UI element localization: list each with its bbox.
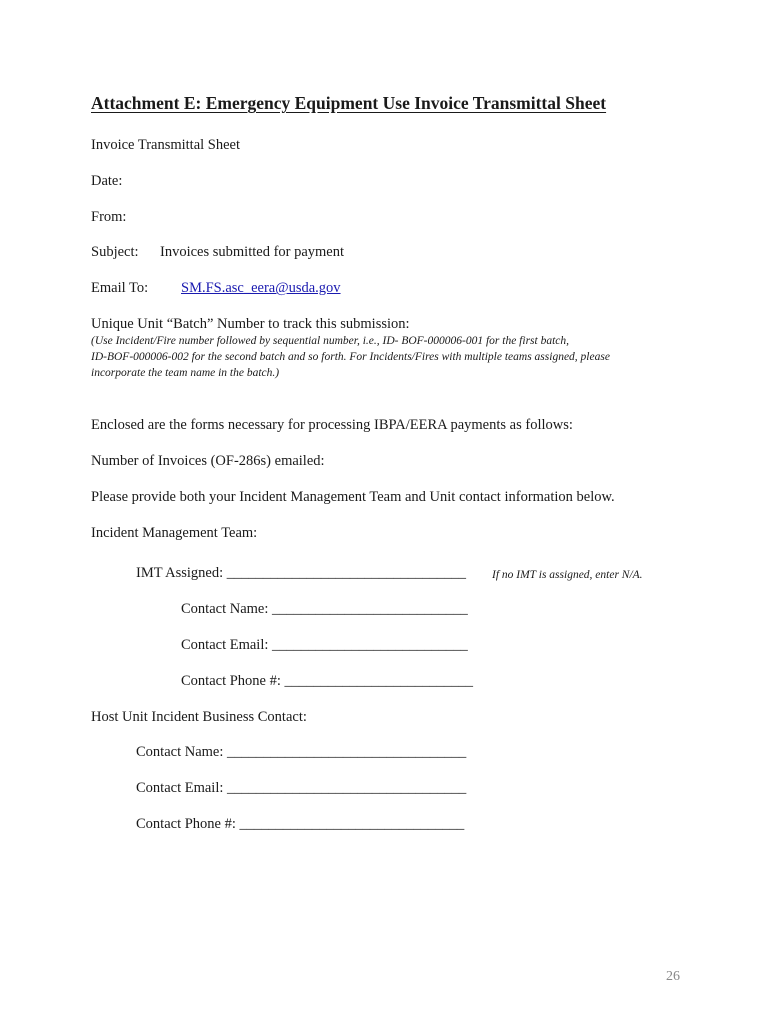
document-subtitle: Invoice Transmittal Sheet — [91, 137, 241, 153]
enclosed-text: Enclosed are the forms necessary for processing IBPA/EERA payments as follows: — [91, 417, 573, 433]
email-label: Email To: — [91, 280, 149, 296]
imt-heading: Incident Management Team: — [91, 525, 258, 541]
imt-contact-email-field[interactable]: Contact Email: ___________________________ — [181, 637, 468, 653]
provide-info-text: Please provide both your Incident Management Team and Unit contact information below. — [91, 489, 615, 505]
imt-assigned-field[interactable]: IMT Assigned: _________________________________ — [136, 565, 467, 581]
page-title: Attachment E: Emergency Equipment Use Invoice Transmittal Sheet — [91, 93, 607, 113]
host-contact-name-field[interactable]: Contact Name: _________________________________ — [136, 744, 467, 760]
subject-value: Invoices submitted for payment — [160, 244, 345, 260]
batch-note-line-3: incorporate the team name in the batch.) — [91, 367, 280, 379]
imt-contact-phone-field[interactable]: Contact Phone #: __________________________ — [181, 673, 474, 689]
batch-note-line-1: (Use Incident/Fire number followed by sequential number, i.e., ID- BOF-000006-001 for the first batch, — [91, 335, 570, 347]
num-invoices-label: Number of Invoices (OF-286s) emailed: — [91, 453, 325, 469]
from-label: From: — [91, 209, 127, 225]
imt-note: If no IMT is assigned, enter N/A. — [492, 569, 643, 581]
batch-note-line-2: ID-BOF-000006-002 for the second batch and so forth. For Incidents/Fires with multiple teams assigned, please — [91, 351, 610, 363]
imt-contact-name-field[interactable]: Contact Name: ___________________________ — [181, 601, 468, 617]
host-contact-phone-field[interactable]: Contact Phone #: _______________________________ — [136, 816, 465, 832]
date-label: Date: — [91, 173, 123, 189]
email-link[interactable]: SM.FS.asc_eera@usda.gov — [181, 280, 341, 296]
host-unit-heading: Host Unit Incident Business Contact: — [91, 709, 307, 725]
batch-label: Unique Unit “Batch” Number to track this submission: — [91, 316, 410, 332]
subject-label: Subject: — [91, 244, 139, 260]
page-number: 26 — [666, 969, 680, 984]
host-contact-email-field[interactable]: Contact Email: _________________________________ — [136, 780, 467, 796]
